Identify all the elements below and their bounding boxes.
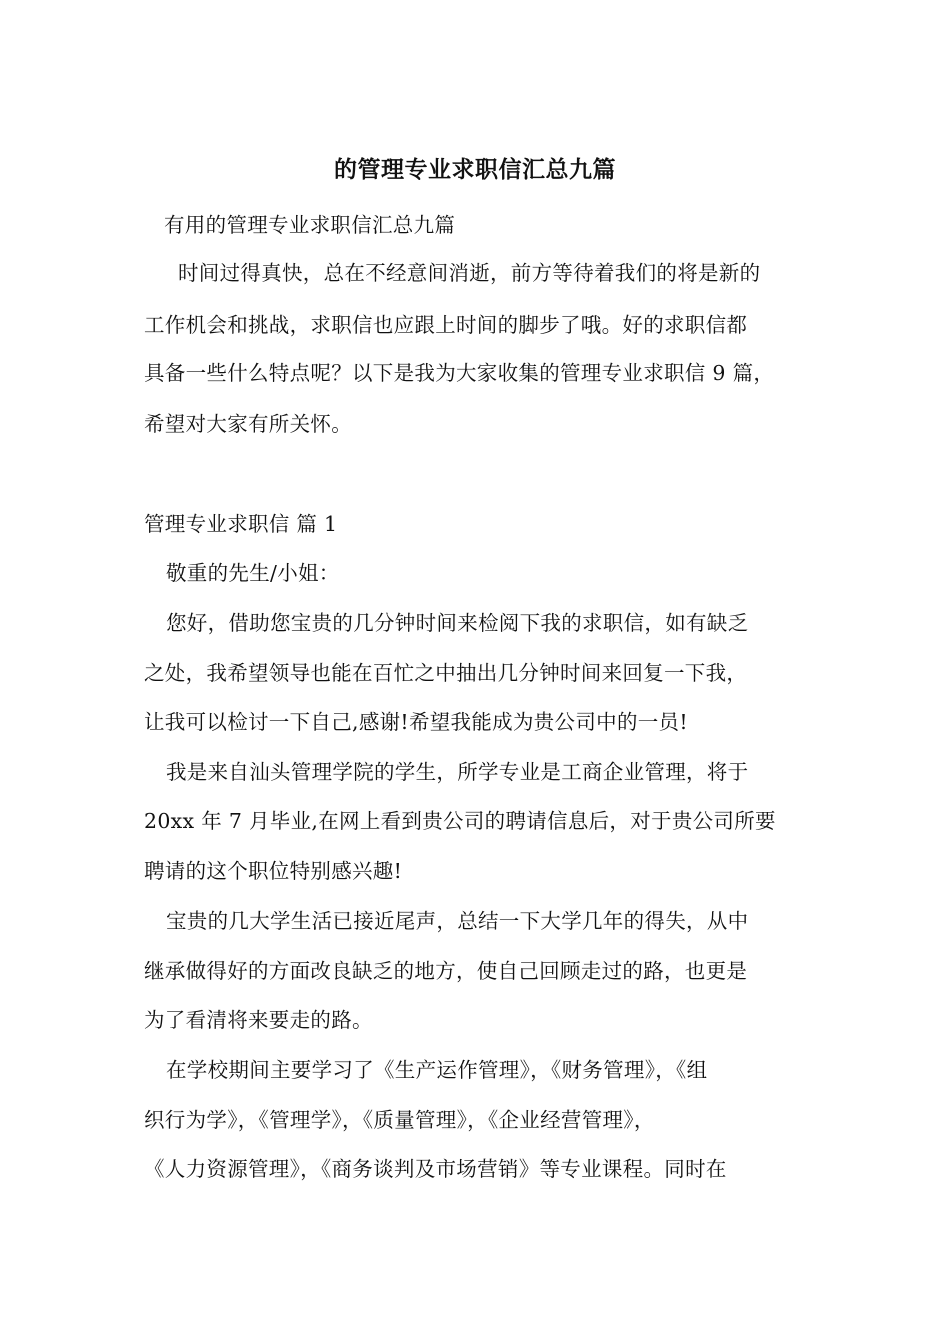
paragraph2-line-2: 20xx 年 7 月毕业,在网上看到贵公司的聘请信息后，对于贵公司所要	[144, 809, 776, 833]
paragraph3-line-2: 继承做得好的方面改良缺乏的地方，使自己回顾走过的路，也更是	[144, 959, 748, 983]
intro-line-3: 具备一些什么特点呢？以下是我为大家收集的管理专业求职信 9 篇，	[144, 361, 775, 385]
intro-line-4: 希望对大家有所关怀。	[144, 412, 352, 436]
paragraph1-line-1: 您好，借助您宝贵的几分钟时间来检阅下我的求职信，如有缺乏	[166, 611, 749, 635]
paragraph3-line-1: 宝贵的几大学生活已接近尾声，总结一下大学几年的得失，从中	[166, 909, 749, 933]
paragraph2-line-3: 聘请的这个职位特别感兴趣!	[144, 859, 403, 883]
paragraph3-line-3: 为了看清将来要走的路。	[144, 1008, 373, 1032]
intro-line-1: 时间过得真快，总在不经意间消逝，前方等待着我们的将是新的	[178, 261, 761, 285]
paragraph1-line-3: 让我可以检讨一下自己,感谢!希望我能成为贵公司中的一员!	[144, 710, 688, 734]
paragraph1-line-2: 之处，我希望领导也能在百忙之中抽出几分钟时间来回复一下我，	[144, 661, 748, 685]
section-heading: 管理专业求职信 篇 1	[144, 512, 338, 536]
paragraph2-line-1: 我是来自汕头管理学院的学生，所学专业是工商企业管理，将于	[166, 760, 749, 784]
paragraph4-line-3: 《人力资源管理》，《商务谈判及市场营销》等专业课程。同时在	[144, 1157, 727, 1181]
document-title: 的管理专业求职信汇总九篇	[334, 156, 616, 183]
intro-line-2: 工作机会和挑战，求职信也应跟上时间的脚步了哦。好的求职信都	[144, 313, 748, 337]
paragraph4-line-2: 织行为学》，《管理学》，《质量管理》，《企业经营管理》，	[144, 1108, 655, 1132]
salutation: 敬重的先生/小姐：	[166, 561, 340, 585]
paragraph4-line-1: 在学校期间主要学习了《生产运作管理》，《财务管理》，《组	[166, 1058, 708, 1082]
document-subtitle: 有用的管理专业求职信汇总九篇	[164, 213, 456, 237]
